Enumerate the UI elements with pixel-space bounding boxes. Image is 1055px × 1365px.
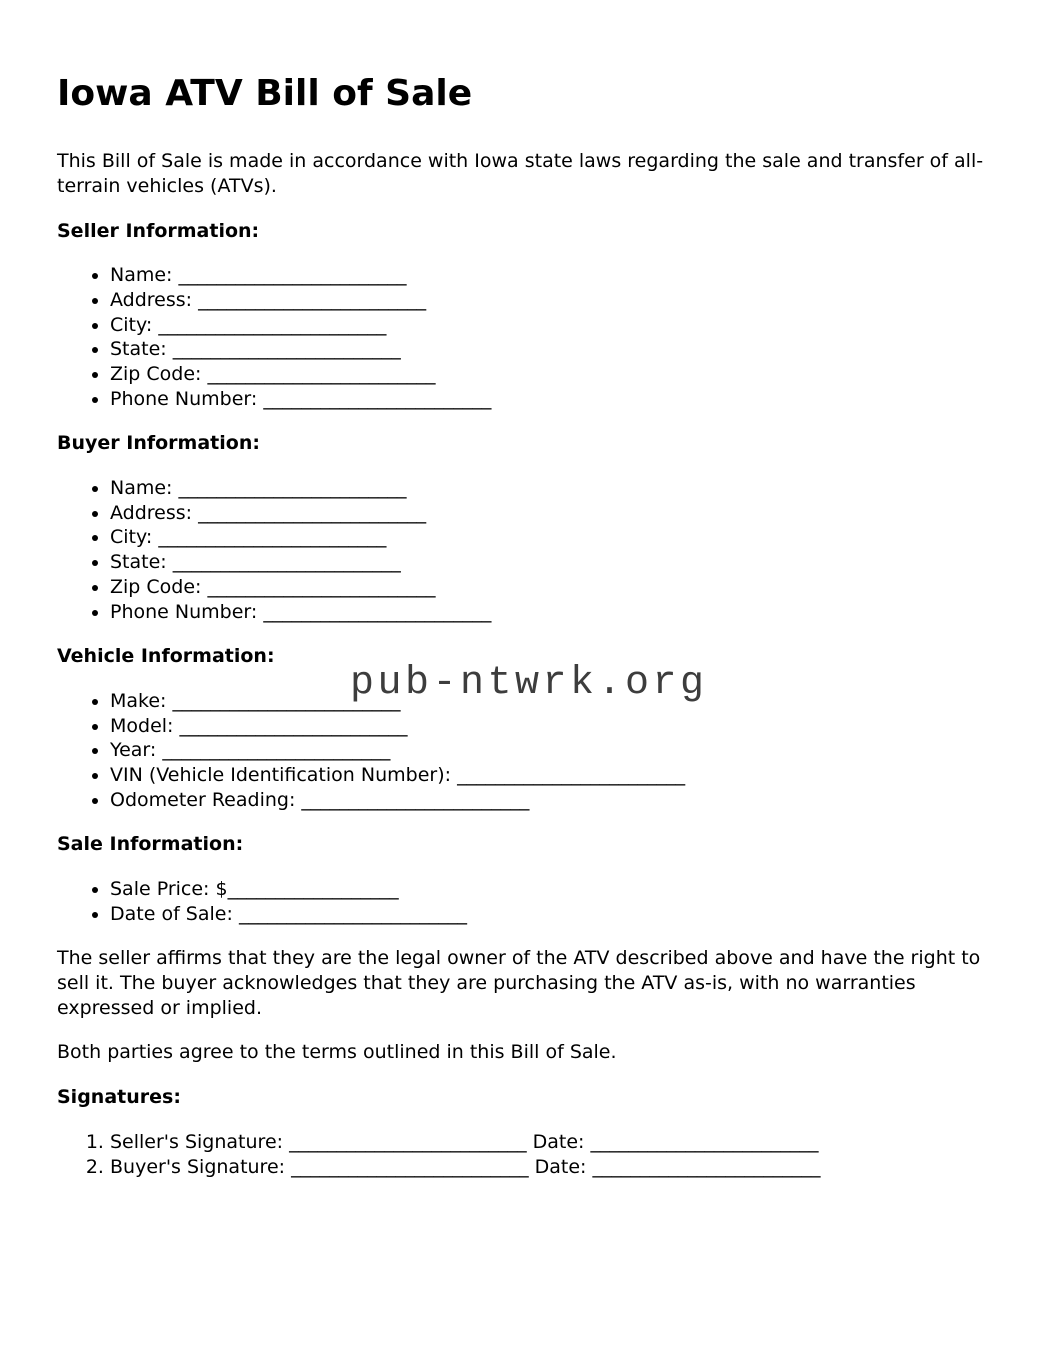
agreement-paragraph: Both parties agree to the terms outlined in this Bill of Sale. — [57, 1041, 617, 1064]
blank-line: ________________________ — [172, 551, 401, 574]
signature-blank-line: _________________________ — [289, 1130, 527, 1153]
vehicle-field-make — [110, 689, 992, 714]
blank-line: ________________________ — [178, 477, 407, 500]
field-label: Zip Code: — [110, 363, 202, 385]
seller-field-city — [110, 313, 992, 338]
field-label: Date of Sale: — [110, 902, 233, 925]
blank-line: ________________________ — [179, 714, 408, 737]
blank-line: ________________________ — [198, 288, 427, 311]
vehicle-field-year — [110, 738, 992, 763]
buyer-field-name — [110, 476, 992, 501]
field-label: City: — [110, 313, 153, 336]
field-label: Seller's Signature: — [110, 1130, 284, 1153]
blank-line: ________________________ — [238, 902, 467, 925]
buyer-section-heading: Buyer Information: — [57, 432, 260, 455]
date-blank-line: ________________________ — [590, 1130, 819, 1153]
signatures-list — [57, 1130, 992, 1179]
blank-line: ________________________ — [263, 600, 492, 623]
buyer-field-city — [110, 525, 992, 550]
vehicle-info-list — [57, 689, 992, 812]
vehicle-section-heading: Vehicle Information: — [57, 645, 275, 668]
field-label: State: — [110, 338, 167, 361]
signatures-section-heading: Signatures: — [57, 1086, 181, 1109]
sale-field-price — [110, 877, 992, 902]
vehicle-field-model — [110, 714, 992, 739]
field-label: Model: — [110, 714, 174, 737]
blank-line: ________________________ — [457, 763, 686, 786]
buyer-field-phone — [110, 600, 992, 625]
seller-field-name — [110, 263, 992, 288]
sale-section-heading: Sale Information: — [57, 833, 244, 856]
blank-line: ________________________ — [263, 387, 492, 410]
intro-paragraph: This Bill of Sale is made in accordance with Iowa state laws regarding the sale and transfer of all-terrain vehicles (ATVs). — [57, 150, 984, 197]
buyer-field-address — [110, 501, 992, 526]
blank-line: ________________________ — [158, 313, 387, 336]
buyer-field-zip — [110, 575, 992, 600]
field-label: Name: — [110, 264, 173, 287]
blank-line: ________________________ — [172, 338, 401, 361]
field-label: VIN (Vehicle Identification Number): — [110, 763, 452, 786]
field-label: Zip Code: — [110, 575, 202, 598]
field-label: Address: — [110, 288, 193, 311]
affirmation-paragraph: The seller affirms that they are the legal owner of the ATV described above and have the right to sell it. The buyer acknowledges that they are purchasing the ATV as-is, with no warranties expressed or implied. — [57, 947, 981, 1019]
blank-line: $__________________ — [215, 878, 399, 900]
field-label: City: — [110, 526, 153, 549]
field-label: Buyer's Signature: — [110, 1155, 286, 1178]
field-label: Phone Number: — [110, 387, 258, 410]
seller-info-list — [57, 263, 992, 411]
buyer-field-state — [110, 550, 992, 575]
date-label: Date: — [532, 1130, 585, 1153]
blank-line: ________________________ — [198, 501, 427, 524]
watermark: pub-ntwrk.org — [350, 661, 708, 706]
sale-info-list — [57, 877, 992, 926]
seller-field-zip — [110, 362, 992, 387]
signature-blank-line: _________________________ — [291, 1155, 529, 1178]
field-label: Year: — [110, 739, 157, 762]
blank-line: ________________________ — [301, 788, 530, 811]
field-label: Phone Number: — [110, 600, 258, 623]
blank-line: ________________________ — [172, 689, 401, 712]
blank-line: ________________________ — [178, 264, 407, 287]
field-label: State: — [110, 551, 167, 574]
field-label: Odometer Reading: — [110, 788, 296, 811]
field-label: Address: — [110, 501, 193, 524]
seller-field-phone — [110, 387, 992, 412]
seller-field-address — [110, 288, 992, 313]
document-title: Iowa ATV Bill of Sale — [57, 73, 473, 114]
field-label: Sale Price: — [110, 878, 210, 900]
seller-section-heading: Seller Information: — [57, 219, 260, 242]
blank-line: ________________________ — [207, 363, 436, 385]
blank-line: ________________________ — [207, 575, 436, 598]
vehicle-field-vin — [110, 763, 992, 788]
blank-line: ________________________ — [162, 739, 391, 762]
field-label: Name: — [110, 477, 173, 500]
date-blank-line: ________________________ — [592, 1155, 821, 1178]
signature-row-seller — [110, 1130, 992, 1155]
sale-field-date — [110, 902, 992, 927]
field-label: Make: — [110, 689, 167, 712]
buyer-info-list — [57, 476, 992, 624]
blank-line: ________________________ — [158, 526, 387, 549]
date-label: Date: — [534, 1155, 587, 1178]
seller-field-state — [110, 337, 992, 362]
vehicle-field-odometer — [110, 788, 992, 813]
signature-row-buyer — [110, 1155, 992, 1180]
